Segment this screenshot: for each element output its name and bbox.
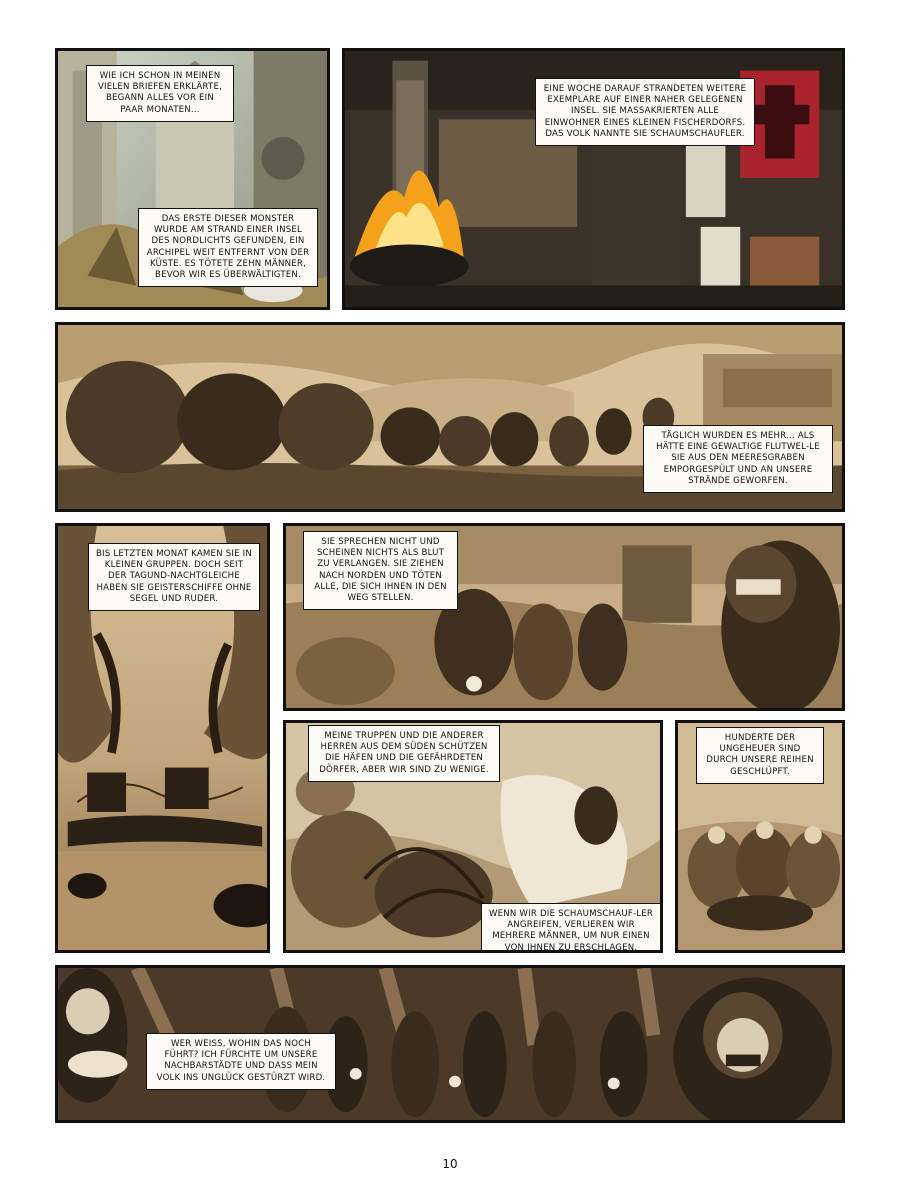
panel-monster-army (55, 965, 845, 1123)
caption-box: WER WEISS, WOHIN DAS NOCH FÜHRT? ICH FÜRCHTE UM UNSERE NACHBARSTÄDTE UND DASS MEIN VOLK INS UNGLÜCK GESTÜRZT WIRD. (146, 1033, 336, 1090)
page-number: 10 (442, 1157, 458, 1171)
caption-box-secondary: WENN WIR DIE SCHAUMSCHAUF-LER ANGREIFEN, VERLIEREN WIR MEHRERE MÄNNER, UM NUR EINEN VON IHNEN ZU ERSCHLAGEN. (481, 903, 661, 953)
panel-ghost-ships (55, 523, 270, 953)
panel-breakthrough (675, 720, 845, 953)
caption-box: EINE WOCHE DARAUF STRANDETEN WEITERE EXEMPLARE AUF EINER NAHER GELEGENEN INSEL. SIE MASSAKRIERTEN ALLE EINWOHNER EINES KLEINEN FISCHERDORFS. DAS VOLK NANNTE SIE SCHAUMSCHAUFLER. (535, 78, 755, 146)
caption-box-secondary: DAS ERSTE DIESER MONSTER WURDE AM STRAND EINER INSEL DES NORDLICHTS GEFUNDEN, EIN ARCHIPEL WEIT ENTFERNT VON DER KÜSTE. ES TÖTETE ZEHN MÄNNER, BEVOR WIR ES ÜBERWÄLTIGTEN. (138, 208, 318, 287)
caption-box: HUNDERTE DER UNGEHEUER SIND DURCH UNSERE REIHEN GESCHLÜPFT. (696, 727, 824, 784)
panel-city-towers (55, 48, 330, 310)
panel-street-battle (283, 523, 845, 711)
caption-box: MEINE TRUPPEN UND DIE ANDERER HERREN AUS DEM SÜDEN SCHÜTZEN DIE HÄFEN UND DIE GEFÄHRDETEN DÖRFER, ABER WIR SIND ZU WENIGE. (308, 725, 500, 782)
panel-cavalry-battle (283, 720, 663, 953)
panel-monsters-shore (55, 322, 845, 512)
panel-throne-hall (342, 48, 845, 310)
caption-box: WIE ICH SCHON IN MEINEN VIELEN BRIEFEN ERKLÄRTE, BEGANN ALLES VOR EIN PAAR MONATEN... (86, 65, 234, 122)
caption-box: SIE SPRECHEN NICHT UND SCHEINEN NICHTS ALS BLUT ZU VERLANGEN. SIE ZIEHEN NACH NORDEN UND TÖTEN ALLE, DIE SICH IHNEN IN DEN WEG STELLEN. (303, 531, 458, 610)
caption-box: TÄGLICH WURDEN ES MEHR... ALS HÄTTE EINE GEWALTIGE FLUTWEL-LE SIE AUS DEN MEERESGRABEN EMPORGESPÜLT UND AN UNSERE STRÄNDE GEWORFEN. (643, 425, 833, 493)
caption-box: BIS LETZTEN MONAT KAMEN SIE IN KLEINEN GRUPPEN. DOCH SEIT DER TAGUND-NACHTGLEICHE HABEN SIE GEISTERSCHIFFE OHNE SEGEL UND RUDER. (88, 543, 260, 611)
